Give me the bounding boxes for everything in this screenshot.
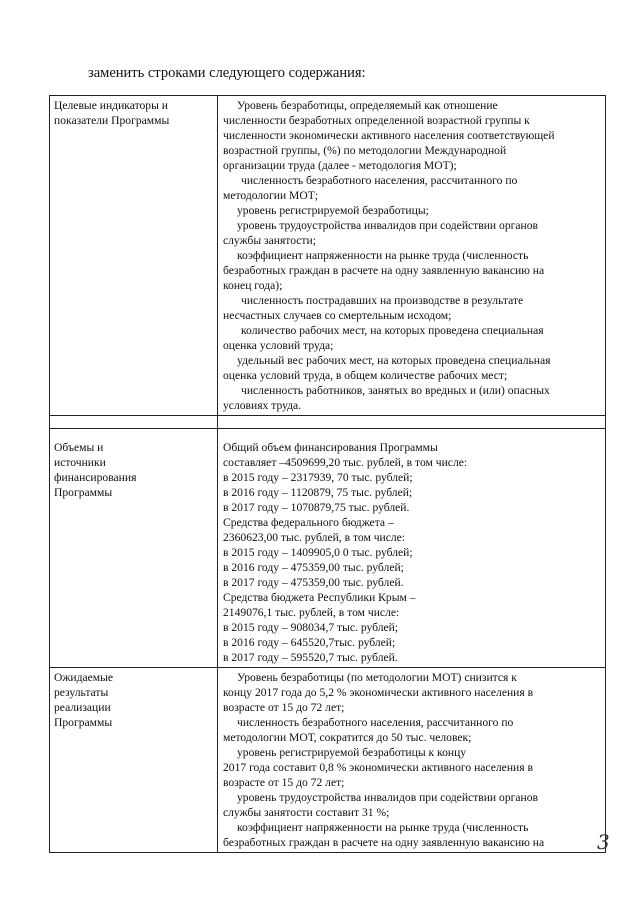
row-text-line: уровень регистрируемой безработицы к концу <box>237 746 467 759</box>
row-text-line: возрасте от 15 до 72 лет; <box>223 701 345 714</box>
row-text-line: Средства федерального бюджета – <box>223 516 394 529</box>
label-cell <box>50 668 218 853</box>
row-text-line: Общий объем финансирования Программы <box>223 441 438 454</box>
label-cell <box>50 429 218 668</box>
row-text-line: методологии МОТ; <box>223 189 319 202</box>
row-text-line: службы занятости составит 31 %; <box>223 806 390 819</box>
row-text-line: численность безработного населения, рассчитанного по <box>237 716 514 729</box>
row-text-line: Уровень безработицы (по методологии МОТ) снизится к <box>237 671 517 684</box>
value-cell <box>218 668 606 853</box>
row-text-line: возрастной группы, (%) по методологии Международной <box>223 144 507 157</box>
row-text-line: в 2015 году – 908034,7 тыс. рублей; <box>223 621 399 634</box>
row-label-line: финансирования <box>54 471 137 484</box>
row-text-line: численность пострадавших на производстве в результате <box>241 294 524 307</box>
row-label-line: Программы <box>54 486 113 499</box>
row-text-line: оценка условий труда; <box>223 339 334 352</box>
row-text-line: методологии МОТ, сократится до 50 тыс. человек; <box>223 731 472 744</box>
row-text-line: несчастных случаев со смертельным исходом; <box>223 309 452 322</box>
row-text-line: уровень трудоустройства инвалидов при содействии органов <box>237 219 538 232</box>
row-text-line: 2149076,1 тыс. рублей, в том числе: <box>223 606 400 619</box>
row-text-line: численности экономически активного населения соответствующей <box>223 129 555 142</box>
row-text-line: в 2017 году – 1070879,75 тыс. рублей. <box>223 501 410 514</box>
row-expected-results <box>50 668 606 853</box>
row-text-line: организации труда (далее - методология МОТ); <box>223 159 457 172</box>
row-text-line: количество рабочих мест, на которых проведена специальная <box>241 324 544 337</box>
row-text-line: концу 2017 года до 5,2 % экономически активного населения в <box>223 686 534 699</box>
row-label-line: результаты <box>54 686 109 699</box>
row-text-line: в 2015 году – 2317939, 70 тыс. рублей; <box>223 471 413 484</box>
row-text-line: численности безработных определенной возрастной группы к <box>223 114 530 127</box>
row-text-line: в 2017 году – 595520,7 тыс. рублей. <box>223 651 398 664</box>
row-text-line: условиях труда. <box>223 399 302 412</box>
row-text-line: оценка условий труда, в общем количестве рабочих мест; <box>223 369 508 382</box>
intro-text: заменить строками следующего содержания: <box>88 65 366 81</box>
row-label-line: Целевые индикаторы и <box>54 99 168 112</box>
row-text-line: Средства бюджета Республики Крым – <box>223 591 416 604</box>
row-text-line: коэффициент напряженности на рынке труда (численность <box>237 249 529 262</box>
row-text-line: уровень трудоустройства инвалидов при содействии органов <box>237 791 538 804</box>
row-text-line: в 2016 году – 1120879, 75 тыс. рублей; <box>223 486 413 499</box>
row-text-line: безработных граждан в расчете на одну заявленную вакансию на <box>223 264 545 277</box>
row-label-line: Программы <box>54 716 113 729</box>
row-text-line: численность безработного населения, рассчитанного по <box>241 174 518 187</box>
row-text-line: службы занятости; <box>223 234 316 247</box>
row-text-line: в 2016 году – 475359,00 тыс. рублей; <box>223 561 404 574</box>
row-text-line: безработных граждан в расчете на одну заявленную вакансию на <box>223 836 545 849</box>
row-text-line: в 2015 году – 1409905,0 0 тыс. рублей; <box>223 546 413 559</box>
row-text-line: 2360623,00 тыс. рублей, в том числе: <box>223 531 406 544</box>
row-text-line: в 2016 году – 645520,7тыс. рублей; <box>223 636 396 649</box>
spacer-row <box>50 416 606 429</box>
row-text-line: возрасте от 15 до 72 лет; <box>223 776 345 789</box>
row-text-line: уровень регистрируемой безработицы; <box>237 204 429 217</box>
row-label-line: показатели Программы <box>54 114 170 127</box>
label-cell <box>50 96 218 416</box>
row-label-line: реализации <box>54 701 111 714</box>
spacer-cell <box>218 416 606 429</box>
value-cell <box>218 429 606 668</box>
row-text-line: численность работников, занятых во вредных и (или) опасных <box>241 384 550 397</box>
value-cell <box>218 96 606 416</box>
row-text-line: удельный вес рабочих мест, на которых проведена специальная <box>237 354 551 367</box>
row-text-line: составляет –4509699,20 тыс. рублей, в том числе: <box>223 456 468 469</box>
spacer-cell <box>50 416 218 429</box>
row-text-line: коэффициент напряженности на рынке труда (численность <box>237 821 529 834</box>
row-text-line: 2017 года составит 0,8 % экономически активного населения в <box>223 761 533 774</box>
row-text-line: в 2017 году – 475359,00 тыс. рублей. <box>223 576 404 589</box>
row-label-line: источники <box>54 456 106 469</box>
row-funding <box>50 429 606 668</box>
row-text-line: Уровень безработицы, определяемый как отношение <box>237 99 498 112</box>
program-passport-table <box>49 95 606 853</box>
row-text-line: конец года); <box>223 279 283 292</box>
row-indicators <box>50 96 606 416</box>
page-number-mark: 3 <box>597 830 610 854</box>
row-label-line: Объемы и <box>54 441 104 454</box>
row-label-line: Ожидаемые <box>54 671 114 684</box>
